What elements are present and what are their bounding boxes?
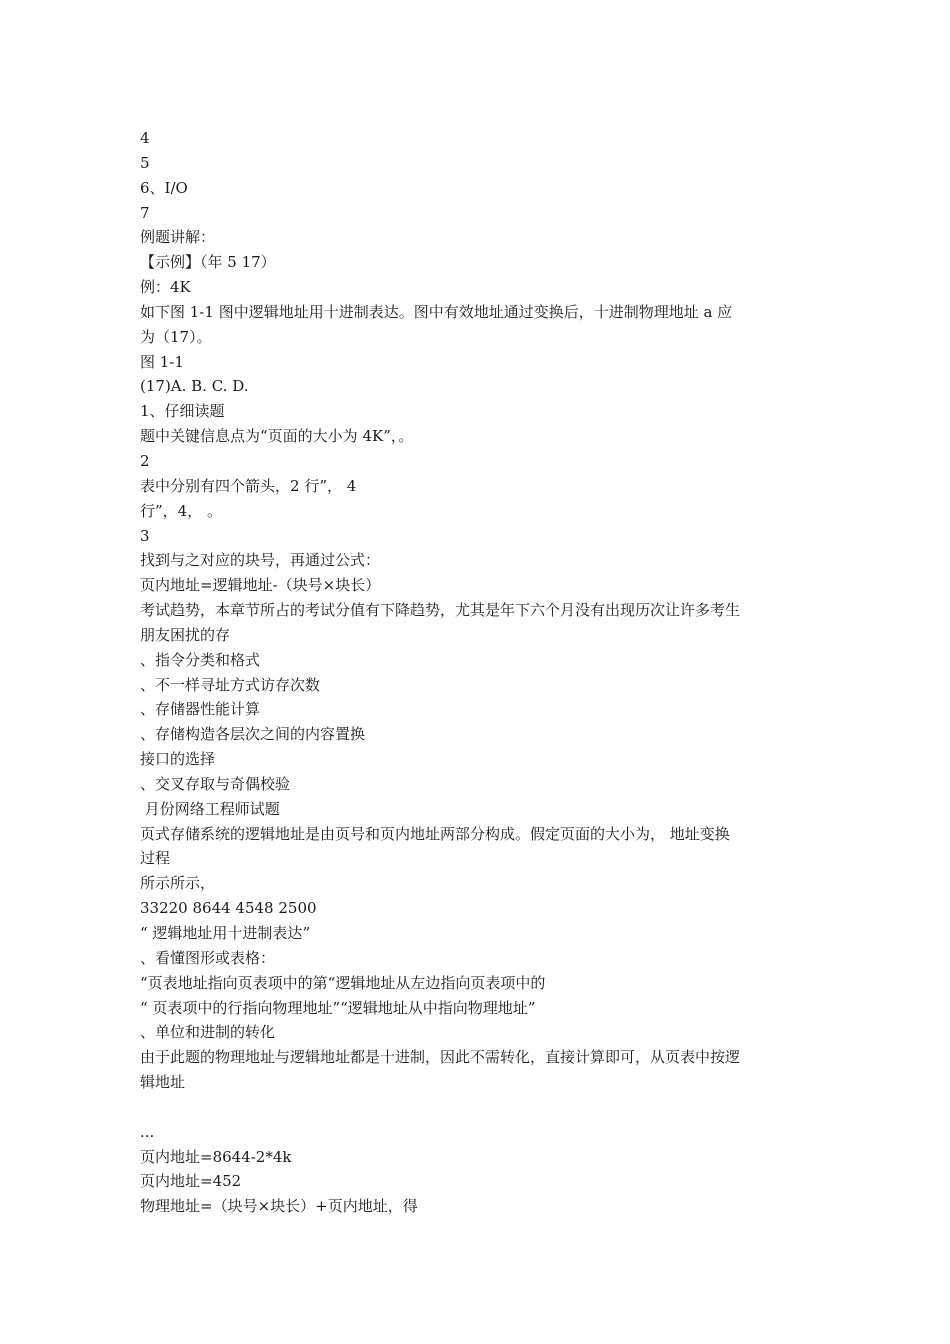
text-line: 6、I/O xyxy=(140,178,188,197)
text-line: 物理地址=（块号×块长）+页内地址，得 xyxy=(140,1197,418,1216)
text-line: 如下图 1-1 图中逻辑地址用十进制表达。图中有效地址通过变换后，十进制物理地址 a 应 xyxy=(140,302,733,321)
text-line: 、存储器性能计算 xyxy=(140,700,261,719)
text-line: 4 xyxy=(140,129,150,147)
text-line: 考试趋势，本章节所占的考试分值有下降趋势，尤其是年下六个月没有出现历次让许多考生 xyxy=(140,601,741,620)
text-line: 7 xyxy=(140,203,150,222)
text-line: 、不一样寻址方式访存次数 xyxy=(140,675,321,694)
text-line: 接口的选择 xyxy=(140,750,216,769)
text-line: 图 1-1 xyxy=(140,352,184,371)
text-line: 、存储构造各层次之间的内容置换 xyxy=(140,725,366,744)
text-line: 所示所示， xyxy=(140,874,216,893)
text-line: 为（17）。 xyxy=(140,327,212,346)
text-line: 由于此题的物理地址与逻辑地址都是十进制，因此不需转化，直接计算即可，从页表中按逻 xyxy=(140,1048,741,1067)
text-line: 、交叉存取与奇偶校验 xyxy=(140,774,291,793)
text-line: 2 xyxy=(140,451,150,470)
text-line: 、指令分类和格式 xyxy=(140,650,261,669)
text-line: 页内地址=逻辑地址-（块号×块长） xyxy=(140,576,381,595)
text-line: 找到与之对应的块号，再通过公式： xyxy=(140,551,381,570)
text-line: 33220 8644 4548 2500 xyxy=(140,899,317,918)
text-line: “ 逻辑地址用十进制表达” xyxy=(140,924,311,942)
text-line: 辑地址 xyxy=(140,1073,186,1092)
text-line: “ 页表项中的行指向物理地址”“逻辑地址从中指向物理地址” xyxy=(140,998,536,1017)
text-line: 表中分别有四个箭头，2 行”， 4 xyxy=(140,476,357,495)
text-line: 例：4K xyxy=(140,278,191,297)
text-line: 5 xyxy=(140,153,150,172)
text-line: 页内地址=8644-2*4k xyxy=(140,1147,292,1166)
text-line: 3 xyxy=(140,526,150,545)
text-line: 【示例】（年 5 17） xyxy=(140,253,276,272)
text-line: 例题讲解： xyxy=(140,228,216,247)
text-line: ... xyxy=(140,1122,155,1141)
text-line: 1、仔细读题 xyxy=(140,402,225,421)
blank-line xyxy=(140,1095,820,1120)
text-line: “页表地址指向页表项中的第“逻辑地址从左边指向页表项中的 xyxy=(140,973,546,992)
text-line: 页式存储系统的逻辑地址是由页号和页内地址两部分构成。假定页面的大小为， 地址变换 xyxy=(140,824,730,843)
document-body xyxy=(140,126,820,1219)
text-line: 题中关键信息点为“页面的大小为 4K”，。 xyxy=(140,427,414,446)
text-line: 月份网络工程师试题 xyxy=(140,799,280,818)
text-line: 朋友困扰的存 xyxy=(140,625,231,644)
text-line: 、看懂图形或表格： xyxy=(140,948,276,967)
text-line: (17)A. B. C. D. xyxy=(140,377,249,396)
text-line: 过程 xyxy=(140,849,171,868)
text-line: 行”，4， 。 xyxy=(140,501,222,520)
text-line: 页内地址=452 xyxy=(140,1172,242,1191)
text-line: 、单位和进制的转化 xyxy=(140,1023,276,1042)
